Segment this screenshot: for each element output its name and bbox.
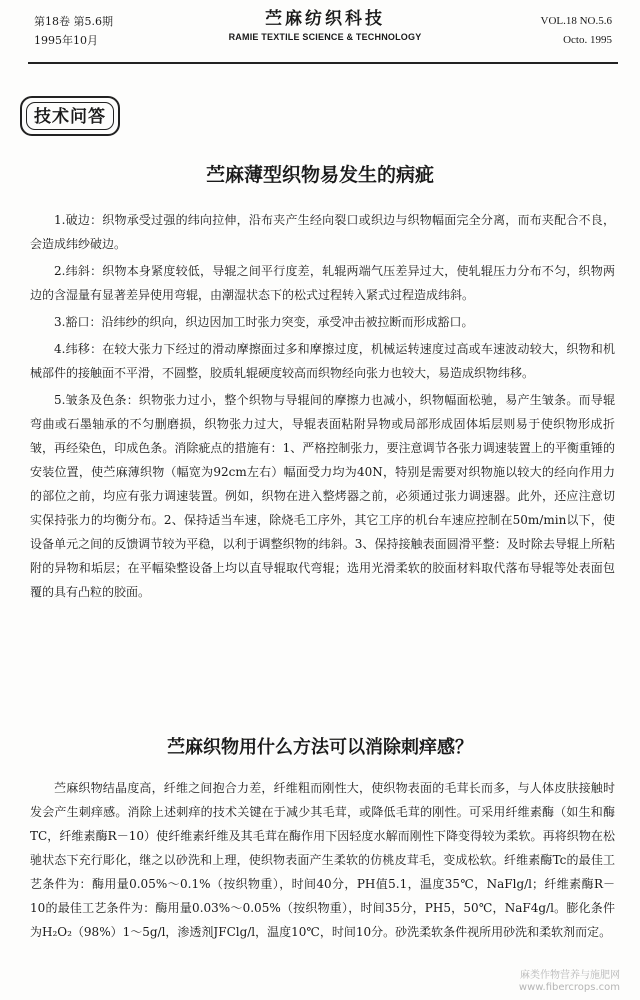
article2-body — [30, 776, 615, 947]
article1-title: 苎麻薄型织物易发生的病疵 — [205, 164, 434, 186]
article2-paragraph: 苎麻织物结晶度高，纤维之间抱合力差，纤维粗而刚性大，使织物表面的毛茸长而多，与人体皮肤接触时发会产生刺痒感。消除上述刺痒的技术关键在于减少其毛茸，或降低毛茸的刚性。可采用纤维素酶（如生和酶TC，纤维素酶R－10）使纤维素纤维及其毛茸在酶作用下因轻度水解而刚性下降变得较为柔软。再将织物在松驰状态下充行彫化，继之以砂洗和上理，使织物表面产生柔软的仿桃皮茸毛，变成松软。纤维素酶Tc的最佳工艺条件为：酶用量0.05%～0.1%（按织物重），时间40分，PH值5.1，温度35℃，NaFlg/l；纤维素酶R－10的最佳工艺条件为：酶用量0.03%～0.05%（按织物重），时间35分，PH5，50℃，NaF4g/l。膨化条件为H₂O₂（98%）1～5g/l，渗透剂JFClg/l，温度10℃，时间10分。砂洗柔软条件视所用砂洗和柔软剂而定。 — [30, 781, 615, 939]
article1-paragraph: 5.皱条及色条：织物张力过小，整个织物与导辊间的摩擦力也减小，织物幅面松驰，易产生皱条。而导辊弯曲或石墨轴承的不匀删磨损，织物张力过大，导辊表面粘附异物或局部形成固体垢层则易于使织物形成折皱，再经染色，印成色条。消除疵点的措施有：1、严格控制张力，要注意调节各张力调速装置上的平衡重锤的安装位置，使苎麻薄织物（幅宽为92cm左右）幅面受力均为40N，特别是需要对织物施以较大的经向作用力的部位之前，均应有张力调速装置。例如，织物在进入整烤器之前，必须通过张力调速器。此外，还应注意切实保持张力的均衡分布。2、保持适当车速，除烧毛工序外，其它工序的机台车速应控制在50m/min以下，使设备单元之间的反馈调节较为平稳，以利于调整织物的纬斜。3、保持接触表面圆滑平整：及时除去导辊上所粘附的异物和垢层；在平幅染整设备上均以直导辊取代弯辊；选用光滑柔软的胶面材料取代落布导辊等处表面包覆的具有凸粒的胶面。 — [30, 393, 615, 599]
article1-paragraph: 1.破边：织物承受过强的纬向拉伸，沿布夹产生经向裂口或织边与织物幅面完全分离，而布夹配合不良，会造成纬纱破边。 — [30, 213, 615, 251]
site-watermark — [519, 970, 620, 994]
header-right — [541, 12, 613, 50]
header-left — [34, 12, 113, 50]
volume-issue-en: VOL.18 NO.5.6 — [540, 15, 612, 27]
watermark-line2: www.fibercrops.com — [518, 982, 620, 993]
date-en: Octo. 1995 — [563, 34, 612, 46]
article1-paragraph: 4.纬移：在较大张力下经过的滑动摩擦面过多和摩擦过度，机械运转速度过高或车速波动较大，织物和机械部件的接触面不平滑，不圆整，胶质轧辊硬度较高而织物经向张力也较大，易造成织物纬移。 — [30, 342, 615, 380]
column-badge — [20, 96, 120, 136]
article1-body — [30, 208, 615, 607]
journal-title-cn: 苎麻纺织科技 — [265, 9, 385, 29]
article2-title: 苎麻织物用什么方法可以消除刺痒感？ — [167, 737, 473, 758]
header-divider — [28, 62, 618, 64]
column-badge-label: 技术问答 — [26, 102, 114, 130]
journal-masthead — [190, 8, 460, 44]
watermark-line1: 麻类作物营养与施肥网 — [520, 970, 620, 981]
volume-issue-cn: 第18卷 第5.6期 — [34, 15, 113, 28]
journal-title-en: RAMIE TEXTILE SCIENCE & TECHNOLOGY — [228, 32, 422, 42]
article1-paragraph: 2.纬斜：织物本身紧度较低，导辊之间平行度差，轧辊两端气压差异过大，使轧辊压力分布不匀，织物两边的含湿量有显著差异使用弯辊，由潮湿状态下的松式过程转入紧式过程造成纬斜。 — [30, 264, 615, 302]
article1-paragraph: 3.豁口：沿纬纱的织向，织边因加工时张力突变，承受冲击被拉断而形成豁口。 — [54, 315, 474, 329]
date-cn: 1995年10月 — [34, 34, 98, 47]
